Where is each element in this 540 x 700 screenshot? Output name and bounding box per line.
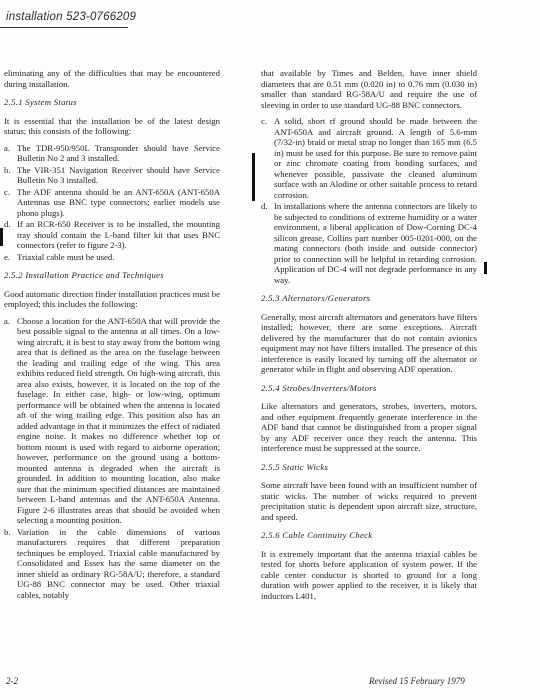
static-wicks-paragraph: Some aircraft have been found with an insufficient number of static wicks. The number of wicks required to prevent precipitation static is dependent upon aircraft size, structure, and speed.: [261, 480, 477, 522]
item-text: Triaxial cable must be used.: [17, 251, 115, 262]
strobes-paragraph: Like alternators and generators, strobes, inverters, motors, and other equipment frequently generate interference in the ADF band that cannot be distinguished from a proper signal by any ADF receiver once they reach the antenna. This interference must be suppressed at the source.: [261, 401, 477, 453]
section-heading-system-status: 2.5.1 System Status: [4, 97, 77, 107]
alternators-paragraph: Generally, most aircraft alternators and generators have filters installed; however, there are some exceptions. Aircraft delivered by the manufacturer that do not contain avionics equipment may not have filters installed. The presence of this interference is easily located by turning off the alternator or generator while in flight and observing ADF operation.: [261, 311, 477, 374]
item-text: Choose a location for the ANT-650A that will provide the best possible signal to the antenna at all times. On a low-wing aircraft, it is best to stay away from the bottom wing area that is defined as the area on the fuselage between the leading and trailing edge of the wing. This area exhibits reduced field strength. On high-wing aircraft, this area also exists, however, it is located on the top of the fuselage. In either case, high- or low-wing, optimum performance will be obtained when the antenna is located aft of the wing trailing edge. This position also has an added advantage in that it minimizes the effect of radiated engine noise. It makes no difference whether top or bottom mount is used with regard to airborne operation; however, performance on the ground using a bottom-mounted antenna is degraded when the aircraft is grounded. In addition to mounting location, also make sure that the minimum specified distances are maintained between L-band antennas and the ANT-650A Antenna. Figure 2-6 illustrates areas that should be avoided when selecting a mounting position.: [17, 315, 220, 525]
item-text: The VIR-351 Navigation Receiver should have Service Bulletin No 3 installed.: [17, 164, 220, 185]
installation-practice-list-continued: [261, 116, 477, 285]
section-heading-cable-continuity: 2.5.6 Cable Continuity Check: [261, 530, 373, 540]
installation-practice-list: [4, 316, 220, 601]
item-letter: d.: [261, 201, 268, 211]
item-text: Variation in the cable dimensions of various manufacturers requires that different preparation techniques be employed. Triaxial cable manufactured by Consolidated and Essex has the same diameter on the inner shield as ordinary RG-58A/U; therefore, a standard UG-88 BNC connector may be used. Other triaxial cables, notably: [17, 526, 220, 600]
section-heading-strobes: 2.5.4 Strobes/Inverters/Motors: [261, 382, 377, 393]
item-letter: a.: [4, 315, 11, 326]
intro-paragraph: eliminating any of the difficulties that may be encountered during installation.: [4, 68, 220, 89]
item-letter: c.: [261, 116, 268, 126]
system-status-intro: It is essential that the installation be of the latest design status; this consists of the following:: [4, 115, 220, 136]
item-letter: e.: [4, 251, 11, 262]
list-item: [4, 219, 220, 251]
item-text: The ADF antenna should be an ANT-650A (ANT-650A Antennas use BNC type connectors; earlier models use phono plugs).: [17, 186, 220, 218]
left-column: [4, 68, 220, 606]
item-text: If an RCR-650 Receiver is to be installed, the mounting tray should contain the L-band filter kit that uses BNC connectors (refer to figure 2-3).: [17, 219, 220, 250]
item-letter: a.: [4, 142, 11, 153]
change-bar-right-upper: [252, 153, 255, 201]
list-item: [4, 165, 220, 186]
document-number: installation 523-0766209: [6, 11, 137, 23]
right-column: [261, 68, 477, 607]
change-bar-right-lower: [484, 262, 487, 274]
list-item: [4, 527, 220, 601]
system-status-list: [4, 143, 220, 263]
continued-paragraph: that available by Times and Belden, have inner shield diameters that are 0.51 mm (0.020 in) to 0.76 mm (0.030 in) smaller than standard RG-58A/U and require the use of sleeving in order to use standard UG-88 BNC connectors.: [261, 68, 477, 110]
cable-continuity-paragraph: It is extremely important that the antenna triaxial cables be tested for shorts before application of system power. If the cable center conductor is shorted to ground for a long duration with power applied to the receiver, it is likely that inductors L401,: [261, 548, 477, 601]
installation-practice-intro: Good automatic direction finder installation practices must be employed; this includes the following:: [4, 288, 220, 309]
page-number: 2-2: [6, 676, 18, 686]
page-header: [0, 6, 540, 50]
item-text: A solid, short rf ground should be made between the ANT-650A and aircraft ground. A length of 5.6-mm (7/32-in) braid or metal strap no longer than 165 mm (6.5 in) must be used for this purpose. Be sure to remove paint or zinc chromate coating from bonding surfaces, and whenever possible, passivate the cleaned aluminum surface with an Alodine or other suitable process to retard corrosion.: [274, 116, 477, 200]
section-heading-alternators: 2.5.3 Alternators/Generators: [261, 293, 371, 303]
list-item: [4, 252, 220, 263]
header-rule: [0, 27, 128, 28]
change-bar-left: [0, 228, 3, 246]
item-letter: b.: [4, 526, 11, 537]
list-item: [4, 316, 220, 526]
list-item: [261, 116, 477, 200]
section-heading-static-wicks: 2.5.5 Static Wicks: [261, 461, 329, 472]
list-item: [261, 201, 477, 285]
item-letter: b.: [4, 164, 11, 175]
item-text: In installations where the antenna connectors are likely to be subjected to conditions of extreme humidity or a water environment, a liberal application of Dow-Corning DC-4 silicon grease, Collins part number 005-0201-000, on the mating connectors (both inside and outside connector) prior to connection will be helpful in retarding corrosion. Application of DC-4 will not degrade performance in any way.: [274, 201, 477, 285]
item-letter: d.: [4, 219, 11, 229]
revision-date: Revised 15 February 1979: [369, 676, 465, 686]
list-item: [4, 143, 220, 164]
item-letter: c.: [4, 186, 11, 197]
item-text: The TDR-950/950L Transponder should have Service Bulletin No 2 and 3 installed.: [17, 142, 220, 163]
section-heading-installation-practice: 2.5.2 Installation Practice and Techniques: [4, 270, 164, 280]
list-item: [4, 187, 220, 219]
